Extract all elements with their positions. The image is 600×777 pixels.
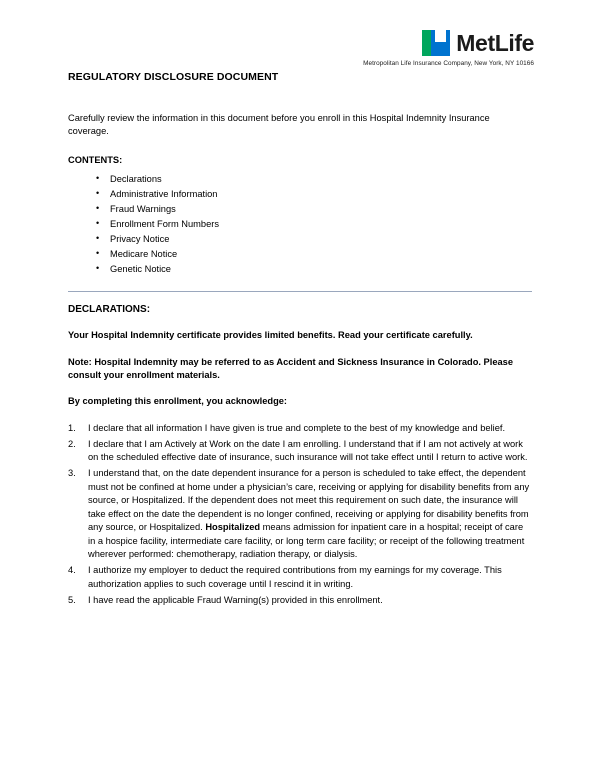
list-item: • Medicare Notice	[110, 247, 532, 262]
document-body	[68, 112, 532, 610]
declarations-heading: DECLARATIONS:	[68, 303, 151, 315]
declarations-list	[68, 422, 532, 607]
acknowledge-label: By completing this enrollment, you acknowledge:	[68, 396, 288, 407]
metlife-logo-block	[363, 30, 534, 67]
contents-label-text: CONTENTS	[68, 155, 120, 166]
brand-legal-line: Metropolitan Life Insurance Company, New York, NY 10166	[363, 60, 534, 67]
item3-bold-term: Hospitalized	[205, 522, 261, 533]
item3-part-a: I understand that, on the date dependent insurance for a person is scheduled to take effect, the dependent must not be confined at home under a physician’s care, receiving or applying for disability benefits from any source, or Hospitalized. If the dependent does not meet this requirement on such date, the insurance will take effect on the date the dependent is no longer confined, receiving or applying for disability benefits from any source, or Hospitalized.	[88, 468, 530, 533]
list-item: I authorize my employer to deduct the required contributions from my earnings for my coverage. This authorization applies to such coverage until I rescind it in writing.	[88, 565, 502, 589]
contents-label	[68, 154, 532, 167]
list-item: I have read the applicable Fraud Warning(s) provided in this enrollment.	[88, 594, 383, 605]
brand-name: MetLife	[456, 29, 534, 56]
list-item	[88, 467, 532, 561]
list-item: • Administrative Information	[110, 187, 532, 202]
list-item: • Fraud Warnings	[110, 202, 532, 217]
item3-part-b: means admission for inpatient care in a hospital; receipt of care in a hospice facility, intermediate care facility, or long term care facility; or receipt of the following treatment wherever performed: chemotherapy, radiation therapy, or dialysis.	[88, 522, 525, 560]
section-divider	[68, 291, 532, 292]
page-title: REGULATORY DISCLOSURE DOCUMENT	[68, 71, 279, 83]
contents-label-colon: :	[119, 155, 123, 166]
list-item: I declare that all information I have given is true and complete to the best of my knowledge and belief.	[88, 422, 506, 433]
logo-row	[363, 30, 534, 56]
list-item: • Privacy Notice	[110, 232, 532, 247]
declarations-statement-2: Note: Hospital Indemnity may be referred to as Accident and Sickness Insurance in Colorado. Please consult your enrollment materials.	[68, 356, 514, 381]
list-item: • Declarations	[110, 172, 532, 187]
list-item: • Genetic Notice	[110, 262, 532, 277]
list-item: • Enrollment Form Numbers	[110, 217, 532, 232]
declarations-statement-1: Your Hospital Indemnity certificate provides limited benefits. Read your certificate carefully.	[68, 330, 473, 341]
list-item: I declare that I am Actively at Work on the date I am enrolling. I understand that if I am not actively at work on the scheduled effective date of insurance, such insurance will not take effect until I return to active work.	[88, 438, 528, 463]
contents-list	[68, 172, 532, 277]
metlife-logo-icon	[422, 30, 450, 56]
intro-paragraph: Carefully review the information in this document before you enroll in this Hospital Indemnity Insurance coverage.	[68, 113, 490, 137]
